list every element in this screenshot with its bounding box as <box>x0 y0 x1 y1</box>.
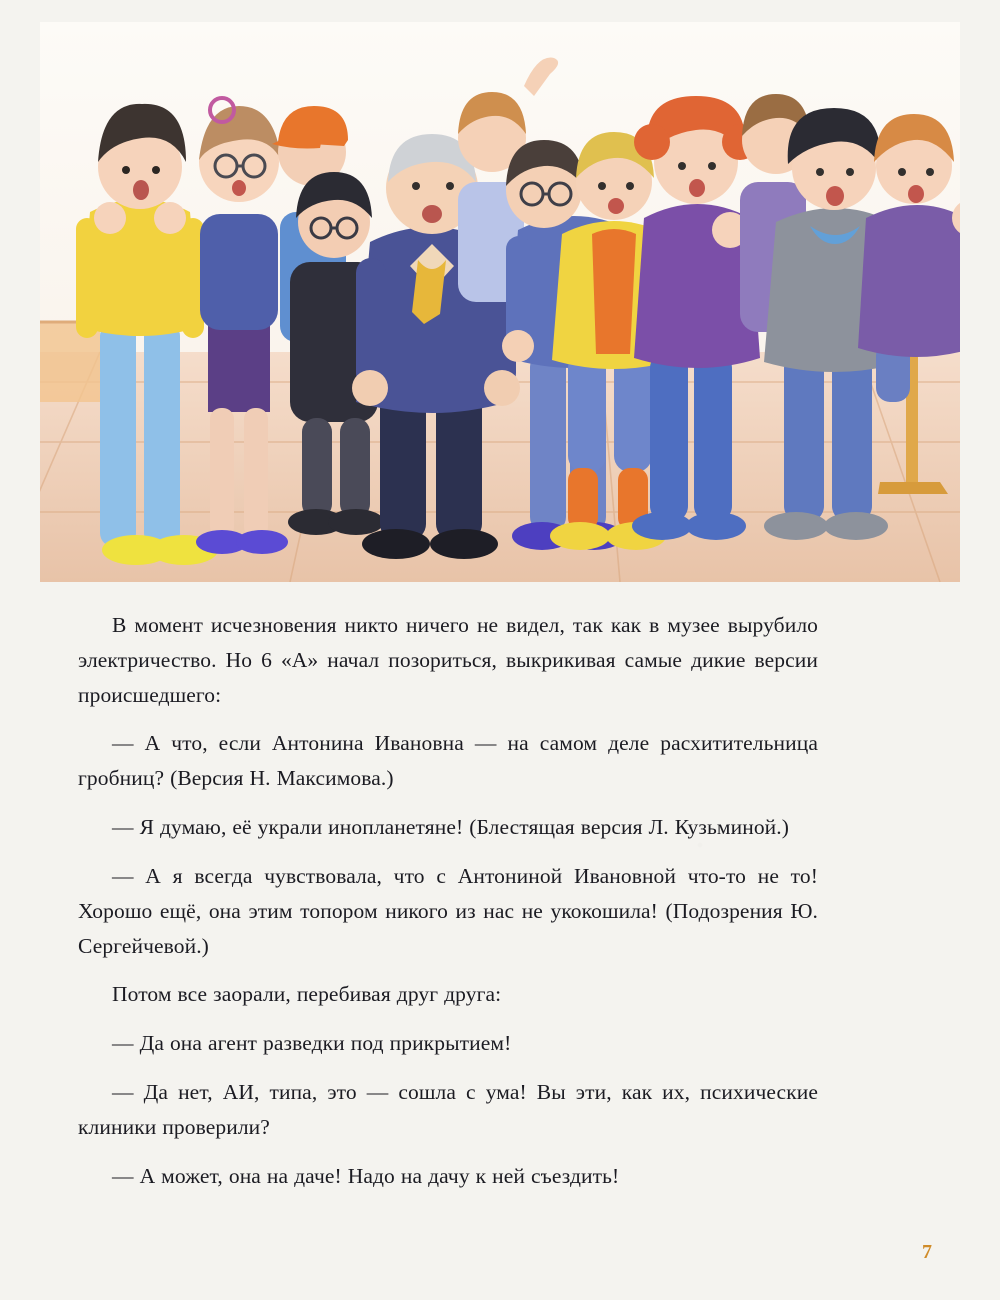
page-number: 7 <box>922 1241 932 1263</box>
paragraph-6: — Да она агент разведки под прикрытием! <box>112 1031 512 1056</box>
chapter-illustration <box>40 22 960 582</box>
paragraph-2: — А что, если Антонина Ивановна — на самом деле расхитительница гробниц? (Версия Н. Максимова.) <box>78 731 818 791</box>
page-text <box>78 608 818 1200</box>
paragraph-3: — Я думаю, её украли инопланетяне! (Блестящая версия Л. Кузьминой.) <box>112 815 790 840</box>
paragraph-7: — Да нет, АИ, типа, это — сошла с ума! Вы эти, как их, психические клиники проверили? <box>78 1080 818 1139</box>
illustration-svg <box>40 22 960 582</box>
paragraph-1: В момент исчезновения никто ничего не видел, так как в музее вырубило электричество. Но 6 «А» начал позориться, выкрикивая самые дикие версии происшедшего: <box>78 613 818 707</box>
paragraph-4: — А я всегда чувствовала, что с Антониной Ивановной что-то не то! Хорошо ещё, она этим топором никого из нас не укокошила! (Подозрения Ю. Сергейчевой.) <box>78 863 818 958</box>
paragraph-8: — А может, она на даче! Надо на дачу к ней съездить! <box>112 1163 620 1188</box>
paragraph-5: Потом все заорали, перебивая друг друга: <box>112 982 502 1007</box>
